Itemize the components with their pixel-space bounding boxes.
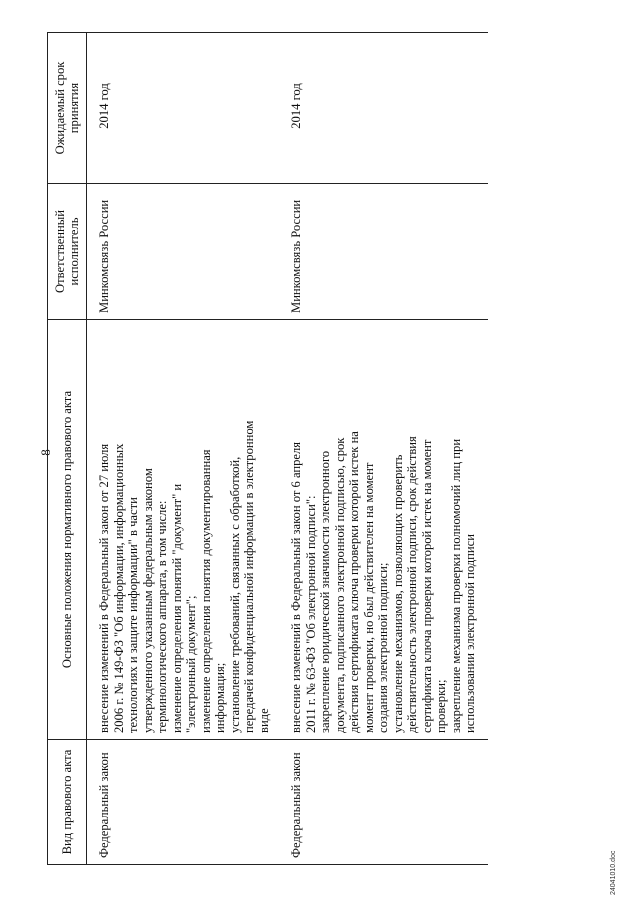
provision-line: установление требований, связанных с обработкой, xyxy=(227,456,242,733)
provision-line: терминологического аппарата, в том числе: xyxy=(155,500,169,733)
header-main-provisions: Основные положения нормативного правового акта xyxy=(48,320,87,740)
table-header-row xyxy=(48,33,87,865)
provision-line: использовании электронной подписи xyxy=(463,534,477,733)
provision-line: момент проверки, но был действителен на момент xyxy=(361,462,376,733)
executor-cell: Минкомсвязь России xyxy=(87,184,282,320)
provision-line: передачей конфиденциальной информации в электронном xyxy=(242,420,256,733)
provision-line: виде xyxy=(256,708,271,733)
provision-line: закрепление механизма проверки полномочий лиц при xyxy=(448,438,463,733)
table-row xyxy=(281,33,488,865)
act-type-cell: Федеральный закон xyxy=(281,740,488,865)
page-number: 8 xyxy=(38,449,53,456)
main-provisions-cell xyxy=(87,320,282,740)
provision-line: установление механизмов, позволяющих проверить xyxy=(390,454,405,733)
provision-line: информация; xyxy=(213,662,227,733)
provision-line: создания электронной подписи; xyxy=(376,562,390,733)
provision-line: действительность электронной подписи, срок действия xyxy=(405,436,419,733)
provision-line: изменение определения понятия документированная xyxy=(198,449,213,733)
table-row xyxy=(87,33,282,865)
provision-line: действия сертификата ключа проверки которой истек на xyxy=(347,431,361,733)
main-provisions-cell xyxy=(281,320,488,740)
provision-line: утвержденного указанным федеральным законом xyxy=(140,468,155,733)
provision-line: 2006 г. № 149-ФЗ "Об информации, информационных xyxy=(111,443,126,733)
provision-line: внесение изменений в Федеральный закон от 27 июля xyxy=(97,443,111,733)
provision-line: закрепление юридической значимости электронного xyxy=(318,450,332,733)
provision-line: сертификата ключа проверки которой истек на момент xyxy=(419,439,434,733)
document-code: 24041010.doc xyxy=(610,850,617,895)
header-executor: Ответственный исполнитель xyxy=(48,184,87,320)
expected-date-cell: 2014 год xyxy=(87,33,282,184)
provision-line: 2011 г. № 63-ФЗ "Об электронной подписи": xyxy=(303,495,318,733)
expected-date-cell: 2014 год xyxy=(281,33,488,184)
header-expected-date: Ожидаемый срок принятия xyxy=(48,33,87,184)
provision-line: "электронный документ"; xyxy=(184,595,198,733)
header-act-type: Вид правового акта xyxy=(48,740,87,865)
legal-acts-table xyxy=(47,32,488,865)
act-type-cell: Федеральный закон xyxy=(87,740,282,865)
executor-cell: Минкомсвязь России xyxy=(281,184,488,320)
provision-line: технологиях и защите информации" в части xyxy=(126,497,140,733)
provision-line: изменение определения понятий "документ" и xyxy=(169,483,184,733)
provision-line: внесение изменений в Федеральный закон от 6 апреля xyxy=(289,441,303,733)
provision-line: документа, подписанного электронной подписью, срок xyxy=(332,437,347,733)
provision-line: проверки; xyxy=(434,679,448,733)
